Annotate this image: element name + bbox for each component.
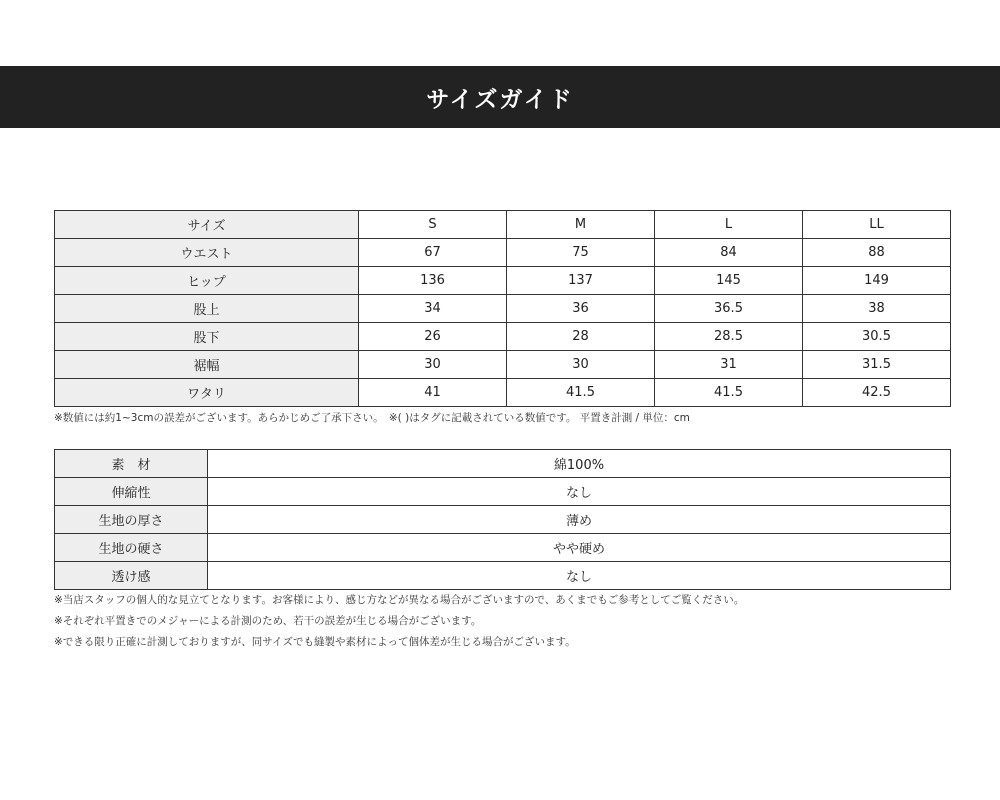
- table-cell: なし: [208, 562, 951, 590]
- table-cell: 31: [655, 351, 803, 379]
- table-row: [55, 267, 951, 295]
- table-row: [55, 534, 951, 562]
- material-table: [54, 449, 951, 590]
- row-label: 裾幅: [55, 351, 359, 379]
- size-note: ※数値には約1~3cmの誤差がございます。あらかじめご了承下さい。 ※( )はタグに記載されている数値です。 平置き計測 / 単位：cm: [54, 412, 690, 424]
- table-cell: 薄め: [208, 506, 951, 534]
- table-row: [55, 239, 951, 267]
- table-cell: 42.5: [803, 379, 951, 407]
- size-table: [54, 210, 951, 407]
- size-header-row: [55, 211, 951, 239]
- page-title: サイズガイド: [426, 86, 574, 113]
- table-cell: やや硬め: [208, 534, 951, 562]
- row-label: ヒップ: [55, 267, 359, 295]
- table-cell: 30: [507, 351, 655, 379]
- table-row: [55, 478, 951, 506]
- disclaimer-note: ※できる限り正確に計測しておりますが、同サイズでも縫製や素材によって個体差が生じる場合がございます。: [54, 636, 576, 648]
- table-row: [55, 450, 951, 478]
- table-cell: 75: [507, 239, 655, 267]
- table-cell: 28: [507, 323, 655, 351]
- table-cell: 30.5: [803, 323, 951, 351]
- row-label: ウエスト: [55, 239, 359, 267]
- table-cell: 136: [359, 267, 507, 295]
- table-cell: 149: [803, 267, 951, 295]
- table-cell: 30: [359, 351, 507, 379]
- table-row: [55, 379, 951, 407]
- header-banner: [0, 66, 1000, 128]
- table-cell: 31.5: [803, 351, 951, 379]
- row-label: 股上: [55, 295, 359, 323]
- table-cell: 41: [359, 379, 507, 407]
- row-label: 透け感: [55, 562, 208, 590]
- table-row: [55, 323, 951, 351]
- row-label: ワタリ: [55, 379, 359, 407]
- table-cell: 67: [359, 239, 507, 267]
- table-cell: 137: [507, 267, 655, 295]
- table-cell: 26: [359, 323, 507, 351]
- size-header-l: L: [655, 211, 803, 239]
- table-cell: なし: [208, 478, 951, 506]
- table-cell: 88: [803, 239, 951, 267]
- row-label: 股下: [55, 323, 359, 351]
- table-cell: 145: [655, 267, 803, 295]
- table-cell: 36: [507, 295, 655, 323]
- table-cell: 28.5: [655, 323, 803, 351]
- disclaimer-note: ※当店スタッフの個人的な見立てとなります。お客様により、感じ方などが異なる場合がございますので、あくまでもご参考としてご覧ください。: [54, 594, 745, 606]
- table-cell: 綿100%: [208, 450, 951, 478]
- table-cell: 84: [655, 239, 803, 267]
- table-row: [55, 351, 951, 379]
- row-label: 伸縮性: [55, 478, 208, 506]
- table-cell: 36.5: [655, 295, 803, 323]
- size-header-s: S: [359, 211, 507, 239]
- table-cell: 38: [803, 295, 951, 323]
- row-label: 生地の硬さ: [55, 534, 208, 562]
- size-label-header: サイズ: [55, 211, 359, 239]
- size-header-m: M: [507, 211, 655, 239]
- table-row: [55, 295, 951, 323]
- table-row: [55, 562, 951, 590]
- table-cell: 41.5: [655, 379, 803, 407]
- disclaimer-note: ※それぞれ平置きでのメジャーによる計測のため、若干の誤差が生じる場合がございます。: [54, 615, 482, 627]
- size-header-ll: LL: [803, 211, 951, 239]
- table-row: [55, 506, 951, 534]
- table-cell: 41.5: [507, 379, 655, 407]
- row-label: 素 材: [55, 450, 208, 478]
- table-cell: 34: [359, 295, 507, 323]
- row-label: 生地の厚さ: [55, 506, 208, 534]
